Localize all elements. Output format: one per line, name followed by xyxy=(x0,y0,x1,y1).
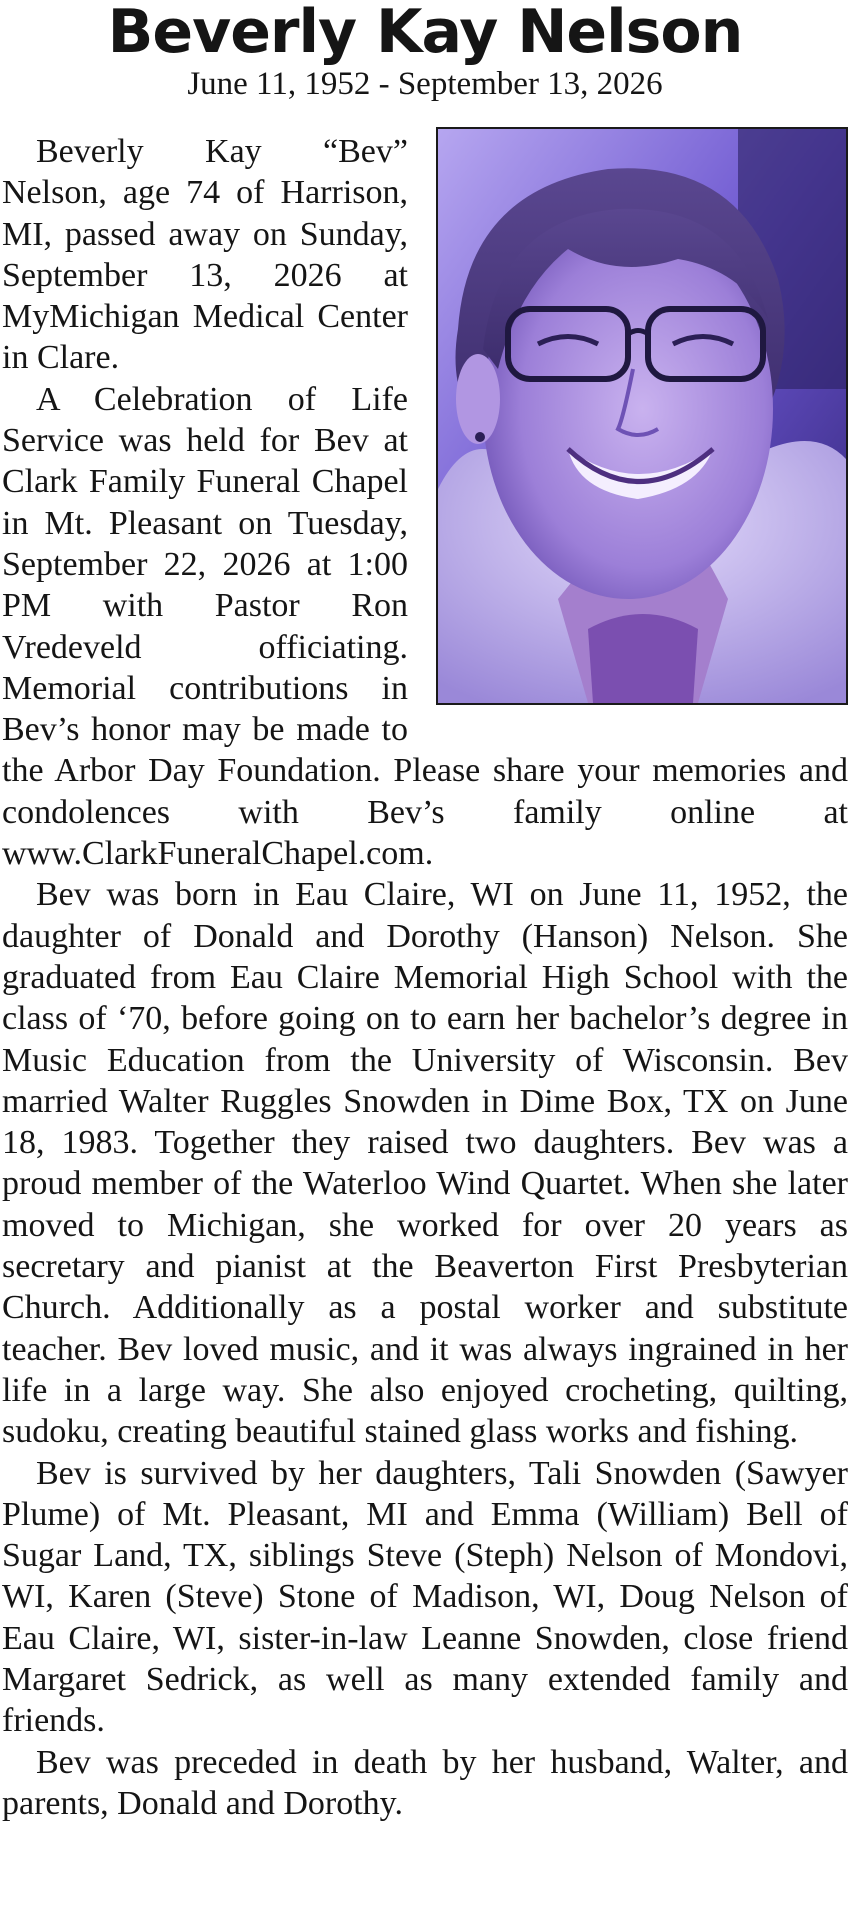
portrait-photo xyxy=(436,127,848,705)
paragraph-service: A Celebration of Life Service was held for Bev at Clark Family Funeral Chapel in Mt. Pleasant on Tuesday, September 22, 2026 at 1:00 PM with Pastor Ron Vredeveld officiating. Memorial contributions in Bev’s honor may be made to the Arbor Day Foundation. Please share your memories and condolences with Bev’s family online at www.ClarkFuneralChapel.com. xyxy=(2,380,848,873)
life-dates: June 11, 1952 - September 13, 2026 xyxy=(187,66,663,102)
paragraph-survivors: Bev is survived by her daughters, Tali Snowden (Sawyer Plume) of Mt. Pleasant, MI and Emma (William) Bell of Sugar Land, TX, siblings Steve (Steph) Nelson of Mondovi, WI, Karen (Steve) Stone of Madison, WI, Doug Nelson of Eau Claire, WI, sister-in-law Leanne Snowden, close friend Margaret Sedrick, as well as many extended family and friends. xyxy=(2,1454,848,1740)
obituary-body xyxy=(0,131,850,1824)
paragraph-life: Bev was born in Eau Claire, WI on June 11, 1952, the daughter of Donald and Dorothy (Hanson) Nelson. She graduated from Eau Claire Memorial High School with the class of ‘70, before going on to earn her bachelor’s degree in Music Education from the University of Wisconsin. Bev married Walter Ruggles Snowden in Dime Box, TX on June 18, 1983. Together they raised two daughters. Bev was a proud member of the Waterloo Wind Quartet. When she later moved to Michigan, she worked for over 20 years as secretary and pianist at the Beaverton First Presbyterian Church. Additionally as a postal worker and substitute teacher. Bev loved music, and it was always ingrained in her life in a large way. She also enjoyed crocheting, quilting, sudoku, creating beautiful stained glass works and fishing. xyxy=(2,876,848,1451)
paragraph-passing: Beverly Kay “Bev” Nelson, age 74 of Harrison, MI, passed away on Sunday, September 13, 2026 at MyMichigan Medical Center in Clare. xyxy=(2,133,408,377)
paragraph-preceded: Bev was preceded in death by her husband, Walter, and parents, Donald and Dorothy. xyxy=(2,1743,848,1822)
deceased-name: Beverly Kay Nelson xyxy=(107,0,743,67)
